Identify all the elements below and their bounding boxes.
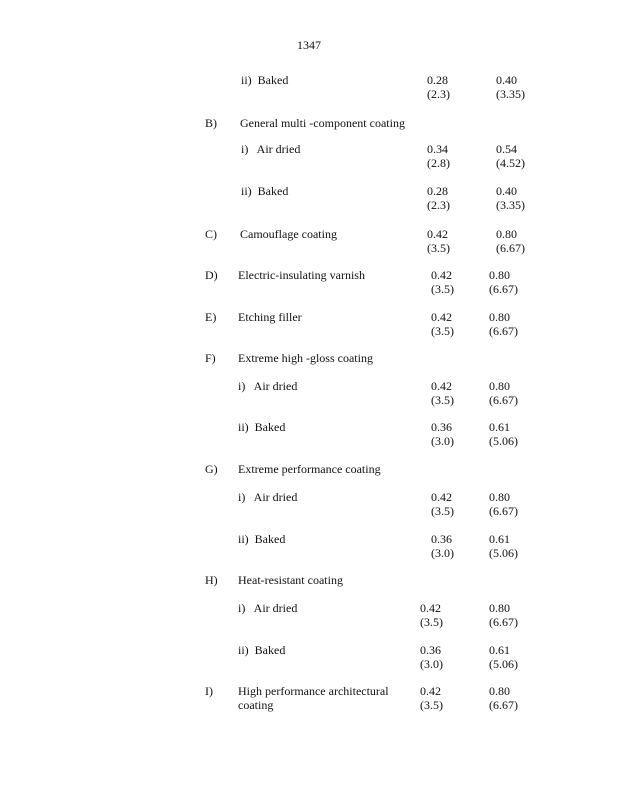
value-2: 0.80 (6.67) (489, 268, 518, 296)
row-label: ii) Baked (241, 184, 289, 198)
value-1: 0.28 (2.3) (427, 73, 450, 101)
row-label: i) Air dried (241, 142, 301, 156)
value-2: 0.40 (3.35) (496, 73, 525, 101)
value-2: 0.80 (6.67) (489, 684, 518, 712)
section-letter: F) (205, 351, 216, 365)
section-title: General multi -component coating (240, 116, 405, 130)
section-letter: D) (205, 268, 218, 282)
value-1: 0.42 (3.5) (420, 601, 443, 629)
section-letter: C) (205, 227, 217, 241)
row-label: i) Air dried (238, 490, 298, 504)
section-title: Extreme performance coating (238, 462, 381, 476)
section-letter: E) (205, 310, 217, 324)
section-letter: H) (205, 573, 218, 587)
value-1: 0.34 (2.8) (427, 142, 450, 170)
value-1: 0.42 (3.5) (431, 268, 454, 296)
section-title: Etching filler (238, 310, 302, 324)
value-2: 0.80 (6.67) (496, 227, 525, 255)
section-letter: I) (205, 684, 213, 698)
value-1: 0.42 (3.5) (431, 379, 454, 407)
value-2: 0.61 (5.06) (489, 420, 518, 448)
section-title: High performance architectural coating (238, 684, 389, 712)
value-2: 0.80 (6.67) (489, 490, 518, 518)
value-1: 0.36 (3.0) (431, 532, 454, 560)
value-1: 0.28 (2.3) (427, 184, 450, 212)
row-label: i) Air dried (238, 379, 298, 393)
row-label: ii) Baked (238, 420, 286, 434)
value-1: 0.42 (3.5) (427, 227, 450, 255)
row-label: ii) Baked (241, 73, 289, 87)
page-number: 1347 (297, 38, 321, 52)
row-label: ii) Baked (238, 643, 286, 657)
section-title: Camouflage coating (240, 227, 337, 241)
value-1: 0.36 (3.0) (420, 643, 443, 671)
value-2: 0.80 (6.67) (489, 379, 518, 407)
section-title: Extreme high -gloss coating (238, 351, 373, 365)
value-1: 0.36 (3.0) (431, 420, 454, 448)
value-2: 0.61 (5.06) (489, 532, 518, 560)
value-1: 0.42 (3.5) (420, 684, 443, 712)
value-2: 0.40 (3.35) (496, 184, 525, 212)
section-title: Heat-resistant coating (238, 573, 343, 587)
value-1: 0.42 (3.5) (431, 490, 454, 518)
section-letter: G) (205, 462, 218, 476)
value-2: 0.61 (5.06) (489, 643, 518, 671)
value-1: 0.42 (3.5) (431, 310, 454, 338)
section-letter: B) (205, 116, 217, 130)
row-label: i) Air dried (238, 601, 298, 615)
value-2: 0.54 (4.52) (496, 142, 525, 170)
value-2: 0.80 (6.67) (489, 601, 518, 629)
section-title: Electric-insulating varnish (238, 268, 365, 282)
row-label: ii) Baked (238, 532, 286, 546)
value-2: 0.80 (6.67) (489, 310, 518, 338)
